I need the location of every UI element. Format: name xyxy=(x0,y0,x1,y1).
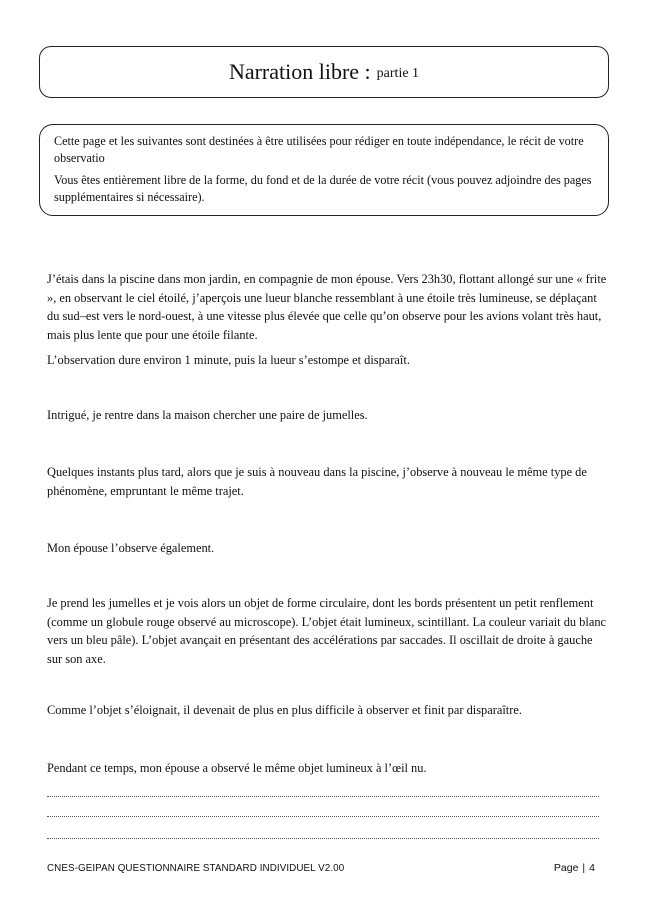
narrative-paragraph: Comme l’objet s’éloignait, il devenait de plus en plus difficile à observer et finit par disparaître. xyxy=(47,703,522,717)
narrative-paragraph: L’observation dure environ 1 minute, puis la lueur s’estompe et disparaît. xyxy=(47,353,410,367)
narrative-paragraph: Intrigué, je rentre dans la maison chercher une paire de jumelles. xyxy=(47,408,368,422)
footer-separator: | xyxy=(582,862,586,874)
narrative-paragraph: Mon épouse l’observe également. xyxy=(47,541,215,555)
instructions-paragraph-2: Vous êtes entièrement libre de la forme, du fond et de la durée de votre récit (vous pouvez adjoindre des pages supplémentaires si nécessaire). xyxy=(54,173,592,204)
instructions-box xyxy=(39,124,609,216)
narrative-paragraph: Quelques instants plus tard, alors que je suis à nouveau dans la piscine, j’observe à nouveau le même type de phénomène, empruntant le même trajet. xyxy=(47,465,587,498)
narrative-paragraph: Pendant ce temps, mon épouse a observé le même objet lumineux à l’œil nu. xyxy=(47,761,427,775)
writing-line xyxy=(47,838,599,839)
page-subtitle: partie 1 xyxy=(376,66,420,81)
instructions-paragraph-1: Cette page et les suivantes sont destinées à être utilisées pour rédiger en toute indépendance, le récit de votre observatio xyxy=(54,134,584,165)
writing-line xyxy=(47,796,599,797)
page-title: Narration libre : xyxy=(228,59,371,84)
footer-page-indicator xyxy=(554,862,595,874)
title-box xyxy=(39,46,609,98)
footer-page-label: Page xyxy=(553,862,579,874)
narrative-paragraph: J’étais dans la piscine dans mon jardin, en compagnie de mon épouse. Vers 23h30, flottant allongé sur une « frite », en observant le ciel étoilé, j’aperçois une lueur blanche ressemblant à une étoile très lumineuse, se déplaçant du sud–est vers le nord-ouest, à une vitesse plus élevée que celle qu’on observe pour les avions volant très haut, mais plus lente que pour une étoile filante. xyxy=(47,272,607,342)
writing-line xyxy=(47,816,599,817)
footer-document-id: CNES-GEIPAN QUESTIONNAIRE STANDARD INDIVIDUEL V2.00 xyxy=(47,863,345,874)
narrative-paragraph: Je prend les jumelles et je vois alors un objet de forme circulaire, dont les bords présentent un petit renflement (comme un globule rouge observé au microscope). L’objet était lumineux, scintillant. La couleur variait du blanc vers un bleu pâle). L’objet avançait en présentant des accélérations par saccades. Il oscillait de droite à gauche sur son axe. xyxy=(47,596,607,666)
footer-page-number: 4 xyxy=(589,862,595,874)
